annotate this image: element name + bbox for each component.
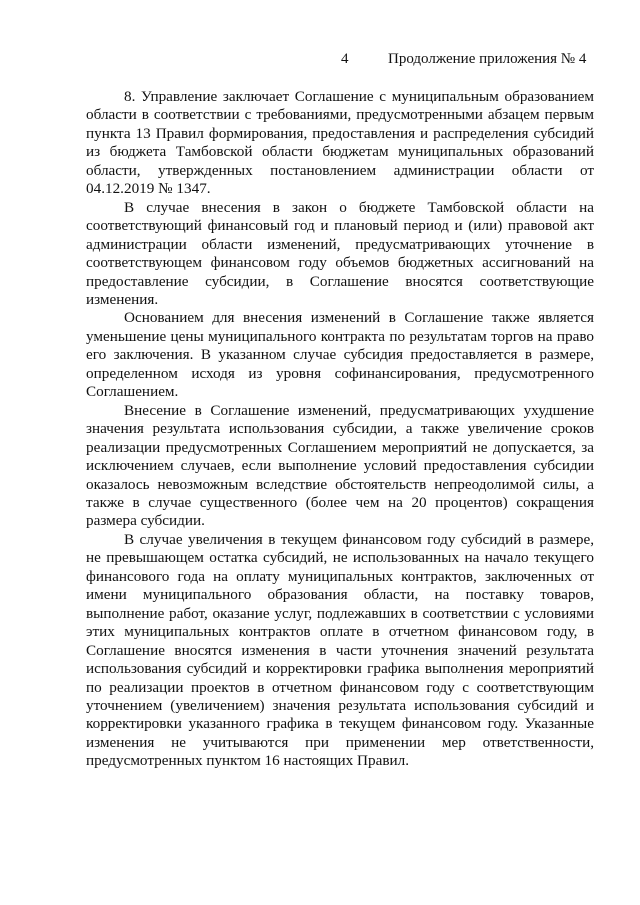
paragraph-worsening-not-allowed: Внесение в Соглашение изменений, предусматривающих ухудшение значения результата использования субсидии, а также увеличение сроков реализации предусмотренных Соглашением мероприятий не допускается, за исключением случаев, если выполнение условий предоставления субсидии оказалось невозможным вследствие обстоятельств непреодолимой силы, а также в случае существенного (более чем на 20 процентов) сокращения размера субсидии. [86,401,594,530]
paragraph-subsidy-increase: В случае увеличения в текущем финансовом году субсидий в размере, не превышающем остатка субсидий, не использованных на начало текущего финансового года на оплату муниципальных контрактов, заключенных от имени муниципального образования области, на поставку товаров, выполнение работ, оказание услуг, подлежавших в соответствии с условиями этих муниципальных контрактов оплате в отчетном финансовом году, в Соглашение вносятся изменения в части уточнения значений результата использования субсидий и корректировки графика выполнения мероприятий по реализации проектов в отчетном финансовом году с соответствующим уточнением (увеличением) значения результата использования субсидий и корректировки указанного графика в текущем финансовом году. Указанные изменения не учитываются при применении мер ответственности, предусмотренных пунктом 16 настоящих Правил. [86,530,594,770]
document-body [86,88,594,771]
paragraph-contract-price-reduction: Основанием для внесения изменений в Соглашение также является уменьшение цены муниципального контракта по результатам торгов на право его заключения. В указанном случае субсидия предоставляется в размере, определенном исходя из уровня софинансирования, предусмотренного Соглашением. [86,309,594,401]
paragraph-clause-8: 8. Управление заключает Соглашение с муниципальным образованием области в соответствии с требованиями, предусмотренными абзацем первым пункта 13 Правил формирования, предоставления и распределения субсидий из бюджета Тамбовской области бюджетам муниципальных образований области, утвержденных постановлением администрации области от 04.12.2019 № 1347. [86,88,594,198]
paragraph-budget-law-changes: В случае внесения в закон о бюджете Тамбовской области на соответствующий финансовый год и плановый период и (или) правовой акт администрации области изменений, предусматривающих уточнение в соответствующем финансовом году объемов бюджетных ассигнований на предоставление субсидии, в Соглашение вносятся соответствующие изменения. [86,198,594,308]
appendix-continuation-label: Продолжение приложения № 4 [388,51,587,67]
page-number: 4 [341,51,349,67]
